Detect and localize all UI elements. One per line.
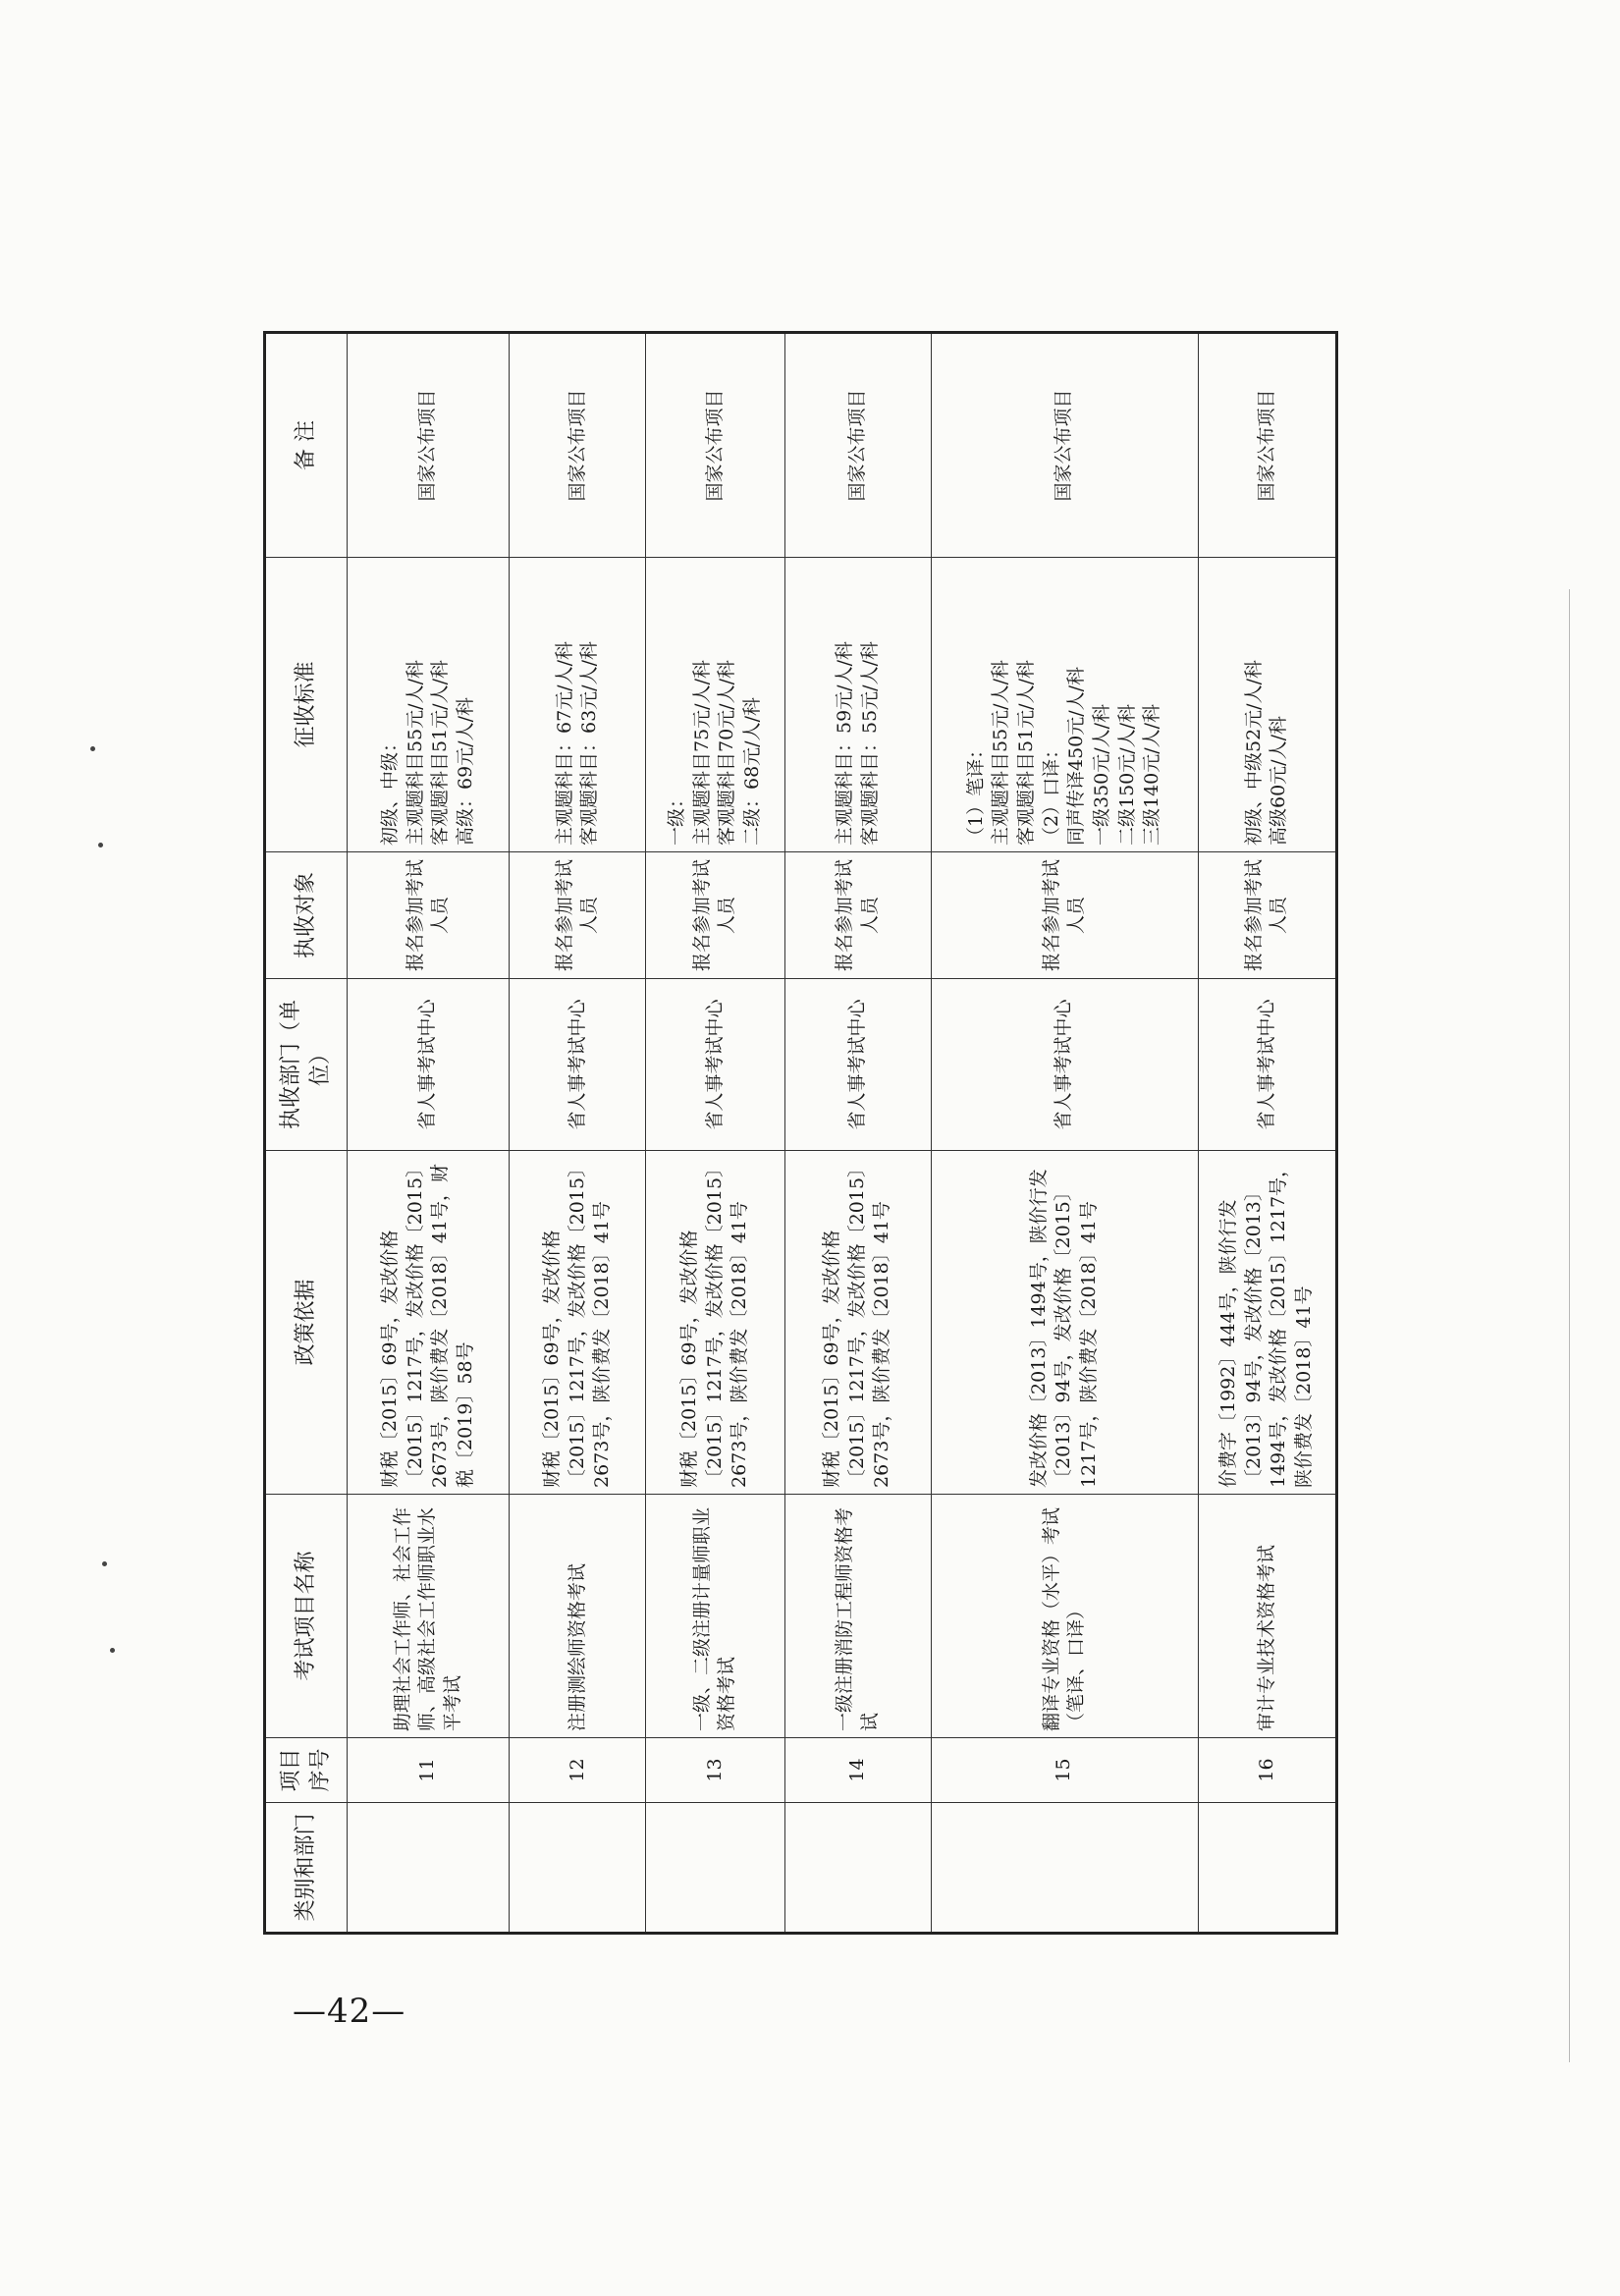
cell-target: 报名参加考试人员 [931, 852, 1198, 979]
cell-seq: 15 [931, 1738, 1198, 1803]
cell-category [1198, 1803, 1336, 1934]
header-name: 考试项目名称 [265, 1495, 348, 1738]
cell-standard: 一级： 主观题科目75元/人/科 客观题科目70元/人/科 二级：68元/人/科 [646, 558, 784, 852]
cell-dept: 省人事考试中心 [1198, 979, 1336, 1151]
cell-seq: 12 [510, 1738, 646, 1803]
cell-target: 报名参加考试人员 [784, 852, 931, 979]
cell-note: 国家公布项目 [510, 333, 646, 558]
cell-name: 一级注册消防工程师资格考试 [784, 1495, 931, 1738]
table-header-row [265, 333, 348, 1934]
header-category: 类别和部门 [265, 1803, 348, 1934]
cell-name: 助理社会工作师、社会工作师、高级社会工作师职业水平考试 [348, 1495, 510, 1738]
header-target: 执收对象 [265, 852, 348, 979]
cell-category [510, 1803, 646, 1934]
cell-name: 审计专业技术资格考试 [1198, 1495, 1336, 1738]
table-row [348, 333, 510, 1934]
cell-standard: 初级、中级： 主观题科目55元/人/科 客观题科目51元/人/科 高级：69元/人/科 [348, 558, 510, 852]
cell-note: 国家公布项目 [646, 333, 784, 558]
cell-policy: 财税〔2015〕69号，发改价格〔2015〕1217号，发改价格〔2015〕2673号，陕价费发〔2018〕41号 [510, 1151, 646, 1495]
cell-dept: 省人事考试中心 [784, 979, 931, 1151]
scan-speck [110, 1648, 115, 1653]
cell-dept: 省人事考试中心 [348, 979, 510, 1151]
cell-name: 注册测绘师资格考试 [510, 1495, 646, 1738]
cell-note: 国家公布项目 [931, 333, 1198, 558]
cell-seq: 11 [348, 1738, 510, 1803]
cell-name: 翻译专业资格（水平）考试（笔译、口译） [931, 1495, 1198, 1738]
cell-category [348, 1803, 510, 1934]
cell-category [784, 1803, 931, 1934]
page-number: —42— [293, 1992, 406, 2031]
cell-policy: 发改价格〔2013〕1494号，陕价行发〔2013〕94号，发改价格〔2015〕1217号，陕价费发〔2018〕41号 [931, 1151, 1198, 1495]
cell-standard: 主观题科目：59元/人/科 客观题科目：55元/人/科 [784, 558, 931, 852]
cell-target: 报名参加考试人员 [646, 852, 784, 979]
cell-standard: 主观题科目：67元/人/科 客观题科目：63元/人/科 [510, 558, 646, 852]
cell-note: 国家公布项目 [348, 333, 510, 558]
table-row [1198, 333, 1336, 1934]
cell-policy: 财税〔2015〕69号，发改价格〔2015〕1217号，发改价格〔2015〕2673号，陕价费发〔2018〕41号 [784, 1151, 931, 1495]
cell-category [646, 1803, 784, 1934]
scan-speck [98, 843, 103, 847]
header-standard: 征收标准 [265, 558, 348, 852]
header-note: 备 注 [265, 333, 348, 558]
cell-standard: 初级、中级52元/人/科 高级60元/人/科 [1198, 558, 1336, 852]
table-row [646, 333, 784, 1934]
cell-policy: 价费字〔1992〕444号，陕价行发〔2013〕94号，发改价格〔2013〕1494号，发改价格〔2015〕1217号，陕价费发〔2018〕41号 [1198, 1151, 1336, 1495]
cell-target: 报名参加考试人员 [1198, 852, 1336, 979]
scan-edge-line [1569, 589, 1570, 2062]
cell-dept: 省人事考试中心 [646, 979, 784, 1151]
table-row [784, 333, 931, 1934]
header-dept: 执收部门（单位） [265, 979, 348, 1151]
header-seq: 项目序号 [265, 1738, 348, 1803]
cell-dept: 省人事考试中心 [931, 979, 1198, 1151]
table-row [510, 333, 646, 1934]
cell-policy: 财税〔2015〕69号，发改价格〔2015〕1217号，发改价格〔2015〕2673号，陕价费发〔2018〕41号 [646, 1151, 784, 1495]
scan-speck [102, 1561, 107, 1566]
cell-name: 一级、二级注册计量师职业资格考试 [646, 1495, 784, 1738]
cell-category [931, 1803, 1198, 1934]
cell-standard: （1）笔译： 主观题科目55元/人/科 客观题科目51元/人/科 （2）口译： 同声传译450元/人/科 一级350元/人/科 二级150元/人/科 三级140元/人/科 [931, 558, 1198, 852]
cell-dept: 省人事考试中心 [510, 979, 646, 1151]
cell-seq: 14 [784, 1738, 931, 1803]
cell-target: 报名参加考试人员 [348, 852, 510, 979]
cell-note: 国家公布项目 [1198, 333, 1336, 558]
cell-policy: 财税〔2015〕69号，发改价格〔2015〕1217号，发改价格〔2015〕2673号，陕价费发〔2018〕41号，财税〔2019〕58号 [348, 1151, 510, 1495]
cell-note: 国家公布项目 [784, 333, 931, 558]
cell-seq: 13 [646, 1738, 784, 1803]
fee-table-rotated [263, 334, 1338, 1935]
scan-speck [90, 746, 95, 751]
fee-table [263, 331, 1338, 1935]
cell-target: 报名参加考试人员 [510, 852, 646, 979]
table-row [931, 333, 1198, 1934]
header-policy: 政策依据 [265, 1151, 348, 1495]
cell-seq: 16 [1198, 1738, 1336, 1803]
